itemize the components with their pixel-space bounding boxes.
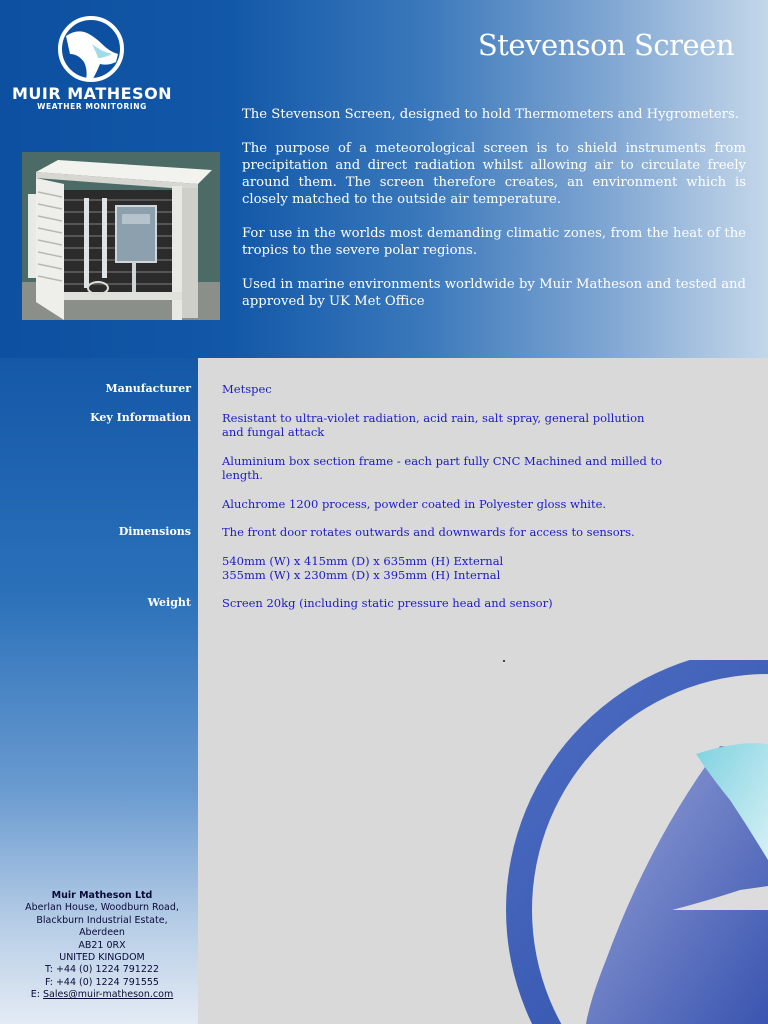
dimensions-external: 540mm (W) x 415mm (D) x 635mm (H) External	[222, 554, 504, 568]
brand-name: MUIR MATHESON	[12, 84, 173, 103]
intro-paragraph: Used in marine environments worldwide by Muir Matheson and tested and approved by UK Met Office	[242, 277, 746, 309]
page-title: Stevenson Screen	[477, 28, 734, 62]
manufacturer-label: Manufacturer	[105, 382, 191, 395]
address-country: UNITED KINGDOM	[59, 952, 145, 964]
contact-address	[0, 890, 204, 1002]
logo-icon	[56, 14, 126, 84]
weight-value: Screen 20kg (including static pressure head and sensor)	[222, 596, 553, 610]
intro-paragraph: For use in the worlds most demanding climatic zones, from the heat of the tropics to the severe polar regions.	[242, 226, 746, 258]
key-info-item: Aluchrome 1200 process, powder coated in Polyester gloss white.	[222, 497, 607, 511]
key-info-item: Aluminium box section frame - each part fully CNC Machined and milled to length.	[222, 454, 663, 483]
address-city: Aberdeen	[79, 927, 125, 939]
manufacturer-value: Metspec	[222, 382, 272, 396]
address-postcode: AB21 0RX	[78, 939, 126, 951]
product-photo	[22, 152, 220, 320]
intro-paragraph: The Stevenson Screen, designed to hold Thermometers and Hygrometers.	[242, 107, 739, 122]
telephone: T: +44 (0) 1224 791222	[45, 964, 159, 976]
fax: F: +44 (0) 1224 791555	[45, 976, 159, 988]
dimensions-note: The front door rotates outwards and downwards for access to sensors.	[222, 525, 635, 539]
brand-tagline: WEATHER MONITORING	[37, 102, 147, 111]
dimensions-label: Dimensions	[118, 525, 191, 538]
email-link[interactable]: Sales@muir-matheson.com	[43, 989, 174, 1001]
logo-watermark-icon	[500, 660, 768, 1024]
weight-label: Weight	[147, 596, 191, 609]
intro-text	[242, 106, 746, 327]
email-prefix: E:	[30, 989, 44, 1001]
key-info-item: Resistant to ultra-violet radiation, acid rain, salt spray, general pollution and fungal attack	[222, 411, 645, 440]
email-row	[0, 989, 204, 1001]
address-line: Aberlan House, Woodburn Road,	[25, 902, 179, 914]
intro-paragraph: The purpose of a meteorological screen is to shield instruments from precipitation and direct radiation whilst allowing air to circulate freely around them. The screen therefore creates, an environment which is closely matched to the outside air temperature.	[242, 141, 746, 207]
key-info-label: Key Information	[90, 411, 191, 424]
company-name: Muir Matheson Ltd	[51, 890, 153, 901]
address-line: Blackburn Industrial Estate,	[36, 914, 168, 926]
dimensions-internal: 355mm (W) x 230mm (D) x 395mm (H) Internal	[222, 568, 501, 582]
